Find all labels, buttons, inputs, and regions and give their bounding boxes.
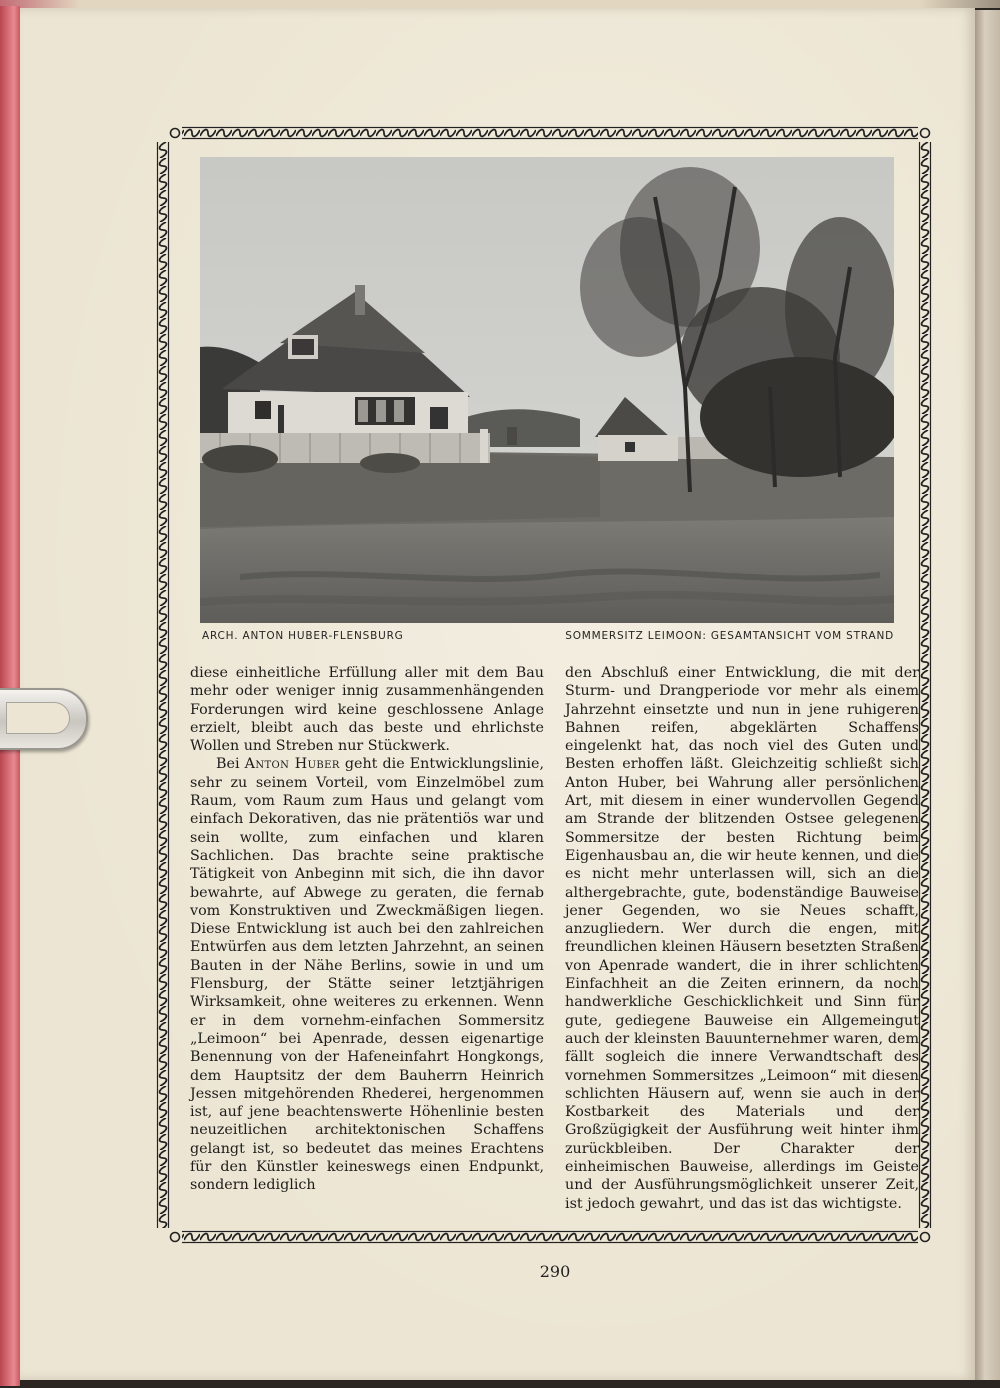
paragraph-start: Bei bbox=[216, 756, 245, 773]
ornament-border-bottom bbox=[168, 1230, 932, 1244]
book-top-edge bbox=[0, 0, 1000, 8]
book-right-page-edges bbox=[975, 10, 1000, 1380]
page-clip-opening bbox=[6, 702, 70, 734]
page-clip bbox=[0, 688, 88, 750]
photo-caption-architect: ARCH. ANTON HUBER-FLENSBURG bbox=[202, 630, 404, 642]
ornament-border-right bbox=[918, 142, 932, 1228]
text-column-left bbox=[190, 664, 544, 1195]
photo-caption-title: SOMMERSITZ LEIMOON: GESAMTANSICHT VOM STRAND bbox=[565, 630, 894, 642]
architect-name: Anton Huber bbox=[244, 756, 340, 773]
house-photograph bbox=[200, 157, 894, 623]
paragraph-body: geht die Entwicklungslinie, sehr zu seinem Vorteil, vom Einzelmöbel zum Raum, vom Raum zum Haus und gelangt vom einfach Dekorativen, das nie prätentiös war und sein wollte, zum einfachen und klaren Sachlichen. Das brachte seine praktische Tätigkeit von Anbeginn mit sich, die ihn davor bewahrte, auf Abwege zu geraten, die fernab vom Konstruktiven und Zweckmäßigen liegen. Diese Entwicklung ist auch bei den zahlreichen Entwürfen aus dem letzten Jahrzehnt, an seinen Bauten in der Nähe Berlins, sowie in und um Flensburg, der Stätte seiner letztjährigen Wirksamkeit, ohne weiteres zu erkennen. Wenn er in dem vornehm-einfachen Sommersitz „Leimoon“ bei Apenrade, dessen eigenartige Benennung von der Hafeneinfahrt Hongkongs, dem Hauptsitz der dem Bauherrn Heinrich Jessen mitgehörenden Rhederei, hergenommen ist, auf jene beachtenswerte Höhenlinie besten neuzeitlichen architektonischen Schaffens gelangt ist, so bedeutet das meines Erachtens für den Künstler keineswegs einen Endpunkt, sondern lediglich bbox=[190, 756, 544, 1194]
paragraph: diese einheitliche Erfüllung aller mit dem Bau mehr oder weniger innig zusammenhängenden Forderungen wird keine geschlossene Anlage erzielt, bleibt auch das beste und ehrlichste Wollen und Streben nur Stückwerk. bbox=[190, 665, 544, 755]
paragraph bbox=[190, 755, 544, 1194]
ornament-border-left bbox=[156, 142, 170, 1228]
text-column-right bbox=[565, 664, 919, 1213]
ornament-border-top bbox=[168, 126, 932, 140]
page-number: 290 bbox=[539, 1262, 571, 1281]
paragraph: den Abschluß einer Entwicklung, die mit der Sturm- und Drangperiode vor mehr als einem Jahrzehnt einsetzte und nun in jene ruhigeren Bahnen reifen, abgeklärten Schaffens eingelenkt hat, das noch viel des Guten und Besten erhoffen läßt. Gleichzeitig schließt sich Anton Huber, bei Wahrung aller persönlichen Art, mit diesem in einer wundervollen Gegend am Strande der blitzenden Ostsee gelegenen Sommersitze der besten Richtung beim Eigenhausbau an, die wir heute kennen, und die es nicht mehr unterlassen will, sich an die althergebrachte, gute, bodenständige Bauweise jener Gegenden, wo sie Neues schafft, anzugliedern. Wer durch die engen, mit freundlichen kleinen Häusern besetzten Straßen von Apenrade wandert, die in ihrer schlichten Einfachheit an die Zeiten erinnern, da noch handwerkliche Geschicklichkeit und Sinn für gute, gediegene Bauweise ein Allgemeingut auch der kleinsten Bauunternehmer waren, dem fällt sogleich die innere Verwandtschaft des vornehmen Sommersitzes „Leimoon“ mit diesen schlichten Häusern auf, wenn sie auch in der Kostbarkeit des Materials und der Großzügigkeit der Ausführung weit hinter ihm zurückbleiben. Der Charakter der einheimischen Bauweise, allerdings im Geiste und der Ausführungsmöglichkeit unserer Zeit, ist jedoch gewahrt, und das ist das wichtigste. bbox=[565, 665, 919, 1212]
